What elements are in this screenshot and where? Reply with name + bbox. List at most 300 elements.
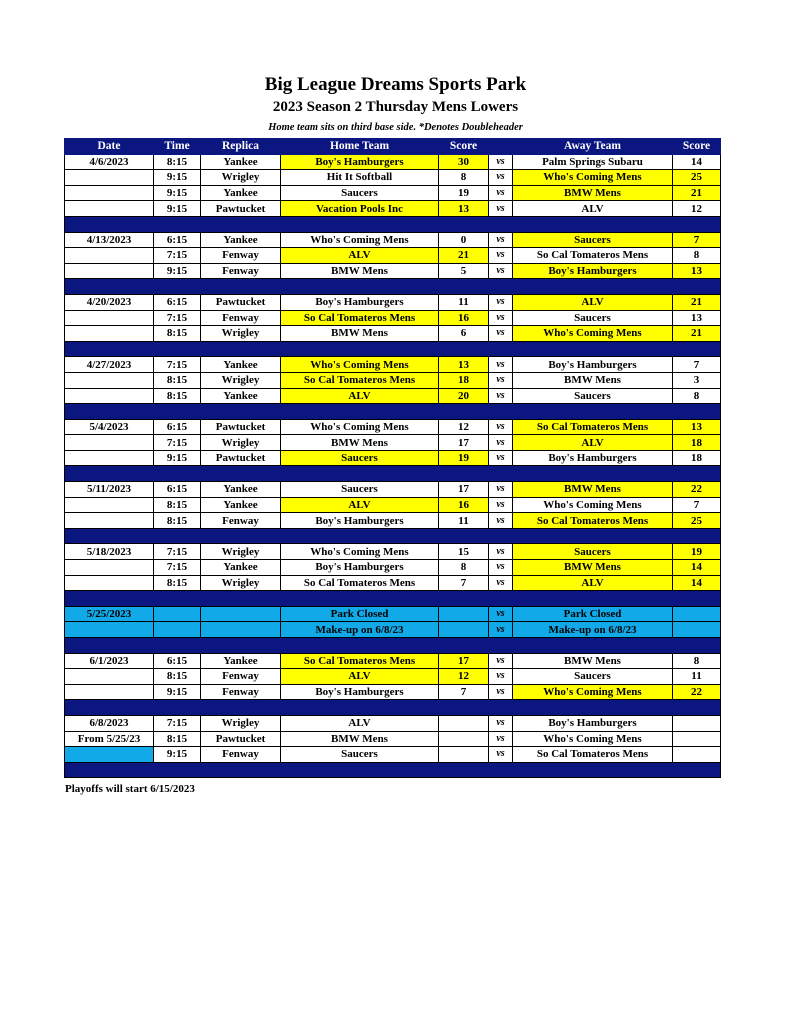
- home-team-cell: Who's Coming Mens: [281, 357, 439, 373]
- away-score-cell: 7: [673, 232, 721, 248]
- game-row: [65, 482, 721, 498]
- home-score-cell: 8: [439, 560, 489, 576]
- home-team-cell: Who's Coming Mens: [281, 419, 439, 435]
- separator-cell: [65, 700, 721, 716]
- away-score-cell: 22: [673, 684, 721, 700]
- date-cell: 4/20/2023: [65, 294, 154, 310]
- game-row: [65, 372, 721, 388]
- vs-cell: vs: [489, 450, 513, 466]
- home-team-cell: So Cal Tomateros Mens: [281, 310, 439, 326]
- away-team-cell: Palm Springs Subaru: [513, 154, 673, 170]
- date-cell: 5/18/2023: [65, 544, 154, 560]
- home-team-cell: Hit It Softball: [281, 170, 439, 186]
- away-team-cell: Boy's Hamburgers: [513, 715, 673, 731]
- home-team-cell: So Cal Tomateros Mens: [281, 653, 439, 669]
- vs-cell: vs: [489, 419, 513, 435]
- time-cell: 7:15: [154, 435, 201, 451]
- date-cell: 5/11/2023: [65, 482, 154, 498]
- vs-cell: vs: [489, 513, 513, 529]
- time-cell: 8:15: [154, 388, 201, 404]
- game-row: [65, 170, 721, 186]
- game-row: [65, 357, 721, 373]
- replica-cell: Fenway: [201, 310, 281, 326]
- home-score-cell: [439, 731, 489, 747]
- home-score-cell: 19: [439, 185, 489, 201]
- away-score-cell: 11: [673, 669, 721, 685]
- home-team-cell: BMW Mens: [281, 263, 439, 279]
- closed-row: [65, 606, 721, 622]
- separator-cell: [65, 279, 721, 295]
- home-score-cell: 21: [439, 248, 489, 264]
- replica-cell: Yankee: [201, 232, 281, 248]
- away-team-cell: BMW Mens: [513, 372, 673, 388]
- time-cell: 8:15: [154, 669, 201, 685]
- vs-cell: vs: [489, 544, 513, 560]
- separator-cell: [65, 341, 721, 357]
- date-cell: [65, 170, 154, 186]
- date-cell: 4/13/2023: [65, 232, 154, 248]
- time-cell: 7:15: [154, 544, 201, 560]
- away-team-cell: Boy's Hamburgers: [513, 263, 673, 279]
- away-score-cell: 7: [673, 497, 721, 513]
- replica-cell: Fenway: [201, 669, 281, 685]
- game-row: [65, 684, 721, 700]
- time-cell: 9:15: [154, 201, 201, 217]
- vs-cell: vs: [489, 263, 513, 279]
- vs-cell: vs: [489, 747, 513, 763]
- replica-cell: [201, 606, 281, 622]
- away-team-cell: Who's Coming Mens: [513, 731, 673, 747]
- week-separator-row: [65, 279, 721, 295]
- home-team-cell: Who's Coming Mens: [281, 544, 439, 560]
- column-header-time: Time: [154, 139, 201, 155]
- away-team-cell: Who's Coming Mens: [513, 170, 673, 186]
- replica-cell: Wrigley: [201, 170, 281, 186]
- away-team-cell: BMW Mens: [513, 185, 673, 201]
- home-team-cell: BMW Mens: [281, 731, 439, 747]
- home-score-cell: 16: [439, 310, 489, 326]
- away-score-cell: 13: [673, 310, 721, 326]
- vs-cell: vs: [489, 170, 513, 186]
- away-team-cell: ALV: [513, 575, 673, 591]
- date-cell: [65, 435, 154, 451]
- schedule-note: Home team sits on third base side. *Denotes Doubleheader: [268, 122, 523, 133]
- home-score-cell: 6: [439, 326, 489, 342]
- home-team-cell: ALV: [281, 388, 439, 404]
- time-cell: 9:15: [154, 450, 201, 466]
- closed-row: [65, 622, 721, 638]
- game-row: [65, 201, 721, 217]
- page-subtitle: 2023 Season 2 Thursday Mens Lowers: [272, 99, 519, 115]
- away-score-cell: 19: [673, 544, 721, 560]
- away-score-cell: 21: [673, 326, 721, 342]
- home-team-cell: BMW Mens: [281, 435, 439, 451]
- home-score-cell: 17: [439, 482, 489, 498]
- date-cell: [65, 747, 154, 763]
- vs-cell: vs: [489, 606, 513, 622]
- vs-cell: vs: [489, 684, 513, 700]
- replica-cell: Yankee: [201, 560, 281, 576]
- home-score-cell: 13: [439, 201, 489, 217]
- vs-cell: vs: [489, 154, 513, 170]
- separator-cell: [65, 404, 721, 420]
- away-score-cell: [673, 715, 721, 731]
- vs-cell: vs: [489, 482, 513, 498]
- away-score-cell: 8: [673, 248, 721, 264]
- date-cell: [65, 388, 154, 404]
- away-score-cell: 7: [673, 357, 721, 373]
- replica-cell: Wrigley: [201, 544, 281, 560]
- date-cell: 6/8/2023: [65, 715, 154, 731]
- vs-cell: vs: [489, 497, 513, 513]
- time-cell: 8:15: [154, 731, 201, 747]
- away-score-cell: 18: [673, 450, 721, 466]
- home-team-cell: Who's Coming Mens: [281, 232, 439, 248]
- away-score-cell: 21: [673, 294, 721, 310]
- game-row: [65, 653, 721, 669]
- game-row: [65, 419, 721, 435]
- away-score-cell: 8: [673, 653, 721, 669]
- replica-cell: Wrigley: [201, 326, 281, 342]
- column-header-replica: Replica: [201, 139, 281, 155]
- time-cell: 8:15: [154, 497, 201, 513]
- away-score-cell: 14: [673, 575, 721, 591]
- column-header-away-score: Score: [673, 139, 721, 155]
- away-score-cell: [673, 731, 721, 747]
- week-separator-row: [65, 762, 721, 778]
- home-score-cell: 12: [439, 419, 489, 435]
- column-header-away-team: Away Team: [513, 139, 673, 155]
- home-score-cell: 11: [439, 294, 489, 310]
- game-row: [65, 513, 721, 529]
- page-title: Big League Dreams Sports Park: [264, 74, 527, 95]
- home-score-cell: 17: [439, 653, 489, 669]
- vs-cell: vs: [489, 669, 513, 685]
- time-cell: 6:15: [154, 482, 201, 498]
- date-cell: 6/1/2023: [65, 653, 154, 669]
- time-cell: 8:15: [154, 154, 201, 170]
- makeup-row: [65, 731, 721, 747]
- time-cell: 6:15: [154, 419, 201, 435]
- away-team-cell: So Cal Tomateros Mens: [513, 419, 673, 435]
- column-header-home-team: Home Team: [281, 139, 439, 155]
- vs-cell: vs: [489, 731, 513, 747]
- home-team-cell: ALV: [281, 497, 439, 513]
- home-score-cell: 13: [439, 357, 489, 373]
- replica-cell: Yankee: [201, 497, 281, 513]
- replica-cell: Wrigley: [201, 715, 281, 731]
- game-row: [65, 326, 721, 342]
- time-cell: 9:15: [154, 263, 201, 279]
- date-cell: [65, 684, 154, 700]
- away-team-cell: ALV: [513, 201, 673, 217]
- away-team-cell: BMW Mens: [513, 653, 673, 669]
- home-score-cell: 15: [439, 544, 489, 560]
- game-row: [65, 248, 721, 264]
- home-team-cell: Vacation Pools Inc: [281, 201, 439, 217]
- replica-cell: Yankee: [201, 357, 281, 373]
- game-row: [65, 294, 721, 310]
- vs-cell: vs: [489, 326, 513, 342]
- vs-cell: vs: [489, 653, 513, 669]
- home-score-cell: 16: [439, 497, 489, 513]
- separator-cell: [65, 216, 721, 232]
- column-header-date: Date: [65, 139, 154, 155]
- home-team-cell: Saucers: [281, 185, 439, 201]
- away-score-cell: 22: [673, 482, 721, 498]
- date-cell: From 5/25/23: [65, 731, 154, 747]
- home-score-cell: [439, 747, 489, 763]
- home-team-cell: Boy's Hamburgers: [281, 154, 439, 170]
- date-cell: [65, 263, 154, 279]
- replica-cell: Yankee: [201, 154, 281, 170]
- game-row: [65, 232, 721, 248]
- game-row: [65, 669, 721, 685]
- date-cell: 4/27/2023: [65, 357, 154, 373]
- replica-cell: Pawtucket: [201, 419, 281, 435]
- time-cell: 6:15: [154, 232, 201, 248]
- away-team-cell: Saucers: [513, 232, 673, 248]
- away-team-cell: Who's Coming Mens: [513, 497, 673, 513]
- home-score-cell: 30: [439, 154, 489, 170]
- home-score-cell: 12: [439, 669, 489, 685]
- replica-cell: Pawtucket: [201, 731, 281, 747]
- away-score-cell: [673, 606, 721, 622]
- away-team-cell: Make-up on 6/8/23: [513, 622, 673, 638]
- away-team-cell: Park Closed: [513, 606, 673, 622]
- home-team-cell: ALV: [281, 669, 439, 685]
- away-team-cell: Boy's Hamburgers: [513, 357, 673, 373]
- game-row: [65, 388, 721, 404]
- separator-cell: [65, 638, 721, 654]
- replica-cell: Pawtucket: [201, 201, 281, 217]
- date-cell: [65, 513, 154, 529]
- away-team-cell: Saucers: [513, 388, 673, 404]
- home-team-cell: So Cal Tomateros Mens: [281, 575, 439, 591]
- replica-cell: Fenway: [201, 513, 281, 529]
- date-cell: [65, 372, 154, 388]
- time-cell: 9:15: [154, 747, 201, 763]
- replica-cell: Fenway: [201, 248, 281, 264]
- replica-cell: Fenway: [201, 747, 281, 763]
- away-team-cell: So Cal Tomateros Mens: [513, 747, 673, 763]
- date-cell: [65, 560, 154, 576]
- date-cell: 5/25/2023: [65, 606, 154, 622]
- replica-cell: Wrigley: [201, 435, 281, 451]
- separator-cell: [65, 762, 721, 778]
- time-cell: 9:15: [154, 185, 201, 201]
- replica-cell: Pawtucket: [201, 450, 281, 466]
- game-row: [65, 435, 721, 451]
- home-score-cell: 19: [439, 450, 489, 466]
- away-score-cell: 21: [673, 185, 721, 201]
- away-team-cell: So Cal Tomateros Mens: [513, 248, 673, 264]
- replica-cell: Yankee: [201, 185, 281, 201]
- replica-cell: Pawtucket: [201, 294, 281, 310]
- away-score-cell: 12: [673, 201, 721, 217]
- home-team-cell: Saucers: [281, 747, 439, 763]
- replica-cell: Yankee: [201, 482, 281, 498]
- vs-cell: vs: [489, 575, 513, 591]
- time-cell: 8:15: [154, 326, 201, 342]
- replica-cell: Yankee: [201, 388, 281, 404]
- replica-cell: Yankee: [201, 653, 281, 669]
- away-score-cell: 14: [673, 154, 721, 170]
- game-row: [65, 497, 721, 513]
- time-cell: 7:15: [154, 248, 201, 264]
- home-score-cell: 17: [439, 435, 489, 451]
- schedule-table: [64, 138, 721, 778]
- schedule-body: [65, 154, 721, 778]
- time-cell: 6:15: [154, 653, 201, 669]
- away-score-cell: 13: [673, 419, 721, 435]
- time-cell: [154, 606, 201, 622]
- game-row: [65, 154, 721, 170]
- home-team-cell: Park Closed: [281, 606, 439, 622]
- replica-cell: Fenway: [201, 263, 281, 279]
- column-header-home-score: Score: [439, 139, 489, 155]
- home-score-cell: [439, 622, 489, 638]
- time-cell: 8:15: [154, 513, 201, 529]
- replica-cell: Fenway: [201, 684, 281, 700]
- date-cell: [65, 201, 154, 217]
- vs-cell: vs: [489, 715, 513, 731]
- game-row: [65, 185, 721, 201]
- time-cell: 9:15: [154, 170, 201, 186]
- home-team-cell: ALV: [281, 248, 439, 264]
- away-score-cell: 13: [673, 263, 721, 279]
- time-cell: 6:15: [154, 294, 201, 310]
- vs-cell: vs: [489, 560, 513, 576]
- vs-cell: vs: [489, 435, 513, 451]
- replica-cell: Wrigley: [201, 372, 281, 388]
- date-cell: [65, 669, 154, 685]
- home-score-cell: [439, 606, 489, 622]
- date-cell: [65, 450, 154, 466]
- vs-cell: vs: [489, 232, 513, 248]
- week-separator-row: [65, 528, 721, 544]
- home-team-cell: Boy's Hamburgers: [281, 294, 439, 310]
- away-team-cell: ALV: [513, 435, 673, 451]
- column-header-vs: [489, 139, 513, 155]
- away-team-cell: Saucers: [513, 544, 673, 560]
- week-separator-row: [65, 466, 721, 482]
- away-team-cell: BMW Mens: [513, 482, 673, 498]
- replica-cell: [201, 622, 281, 638]
- home-score-cell: 7: [439, 684, 489, 700]
- week-separator-row: [65, 638, 721, 654]
- time-cell: 8:15: [154, 575, 201, 591]
- away-team-cell: BMW Mens: [513, 560, 673, 576]
- away-score-cell: 8: [673, 388, 721, 404]
- home-score-cell: 8: [439, 170, 489, 186]
- week-separator-row: [65, 216, 721, 232]
- away-team-cell: Who's Coming Mens: [513, 326, 673, 342]
- away-team-cell: ALV: [513, 294, 673, 310]
- away-score-cell: [673, 622, 721, 638]
- week-separator-row: [65, 341, 721, 357]
- time-cell: 7:15: [154, 560, 201, 576]
- vs-cell: vs: [489, 372, 513, 388]
- makeup-row: [65, 715, 721, 731]
- home-score-cell: 18: [439, 372, 489, 388]
- replica-cell: Wrigley: [201, 575, 281, 591]
- home-score-cell: 11: [439, 513, 489, 529]
- time-cell: 7:15: [154, 357, 201, 373]
- home-score-cell: 5: [439, 263, 489, 279]
- date-cell: [65, 310, 154, 326]
- away-score-cell: 18: [673, 435, 721, 451]
- separator-cell: [65, 591, 721, 607]
- home-team-cell: Make-up on 6/8/23: [281, 622, 439, 638]
- away-score-cell: 25: [673, 513, 721, 529]
- date-cell: [65, 185, 154, 201]
- date-cell: [65, 497, 154, 513]
- home-team-cell: Boy's Hamburgers: [281, 684, 439, 700]
- home-score-cell: 0: [439, 232, 489, 248]
- home-score-cell: 20: [439, 388, 489, 404]
- makeup-row: [65, 747, 721, 763]
- game-row: [65, 575, 721, 591]
- vs-cell: vs: [489, 622, 513, 638]
- away-team-cell: Boy's Hamburgers: [513, 450, 673, 466]
- week-separator-row: [65, 700, 721, 716]
- date-cell: [65, 326, 154, 342]
- game-row: [65, 310, 721, 326]
- game-row: [65, 544, 721, 560]
- away-score-cell: 3: [673, 372, 721, 388]
- game-row: [65, 450, 721, 466]
- home-score-cell: 7: [439, 575, 489, 591]
- vs-cell: vs: [489, 357, 513, 373]
- home-team-cell: Saucers: [281, 450, 439, 466]
- home-score-cell: [439, 715, 489, 731]
- away-score-cell: 14: [673, 560, 721, 576]
- game-row: [65, 560, 721, 576]
- vs-cell: vs: [489, 388, 513, 404]
- week-separator-row: [65, 591, 721, 607]
- vs-cell: vs: [489, 248, 513, 264]
- home-team-cell: BMW Mens: [281, 326, 439, 342]
- away-team-cell: Saucers: [513, 310, 673, 326]
- date-cell: 4/6/2023: [65, 154, 154, 170]
- time-cell: 8:15: [154, 372, 201, 388]
- time-cell: 9:15: [154, 684, 201, 700]
- home-team-cell: So Cal Tomateros Mens: [281, 372, 439, 388]
- home-team-cell: Saucers: [281, 482, 439, 498]
- away-team-cell: So Cal Tomateros Mens: [513, 513, 673, 529]
- home-team-cell: ALV: [281, 715, 439, 731]
- date-cell: [65, 622, 154, 638]
- time-cell: 7:15: [154, 310, 201, 326]
- date-cell: [65, 248, 154, 264]
- date-cell: 5/4/2023: [65, 419, 154, 435]
- vs-cell: vs: [489, 310, 513, 326]
- separator-cell: [65, 528, 721, 544]
- vs-cell: vs: [489, 201, 513, 217]
- vs-cell: vs: [489, 294, 513, 310]
- separator-cell: [65, 466, 721, 482]
- away-team-cell: Saucers: [513, 669, 673, 685]
- vs-cell: vs: [489, 185, 513, 201]
- game-row: [65, 263, 721, 279]
- home-team-cell: Boy's Hamburgers: [281, 560, 439, 576]
- away-team-cell: Who's Coming Mens: [513, 684, 673, 700]
- away-score-cell: [673, 747, 721, 763]
- playoffs-note: Playoffs will start 6/15/2023: [65, 783, 195, 795]
- time-cell: 7:15: [154, 715, 201, 731]
- date-cell: [65, 575, 154, 591]
